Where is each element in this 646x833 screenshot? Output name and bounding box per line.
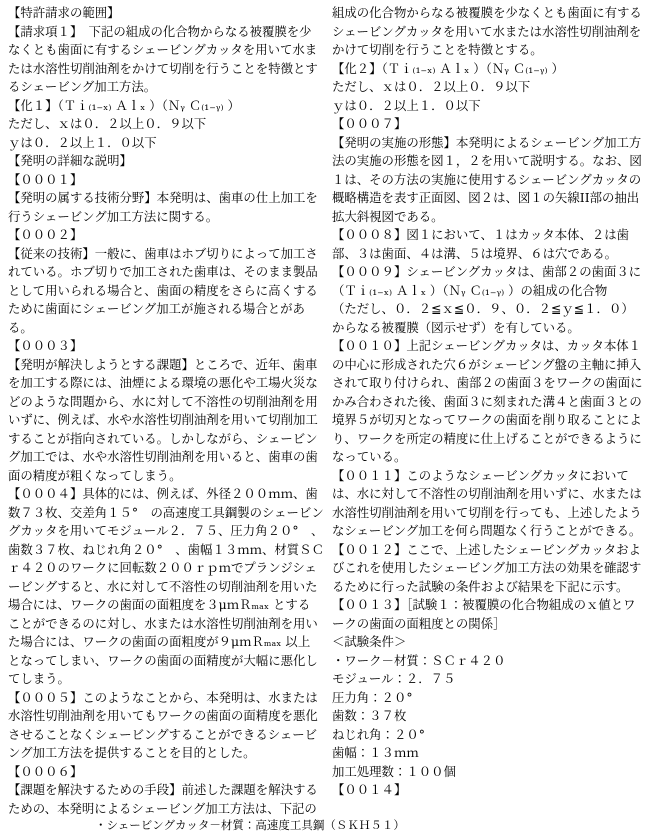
text-line: れている。ホブ切りで加工された歯車は、そのまま製品 — [8, 264, 318, 279]
text-line: 【００１０】上記シェービングカッタは、カッタ本体１ — [332, 338, 642, 353]
text-line: ことができるのに対し、水または水溶性切削油剤を用い — [8, 615, 318, 631]
text-line: なくとも歯面に有するシェービングカッタを用いて水ま — [8, 42, 318, 57]
text-line: ・ワーク－材質：ＳＣｒ４２０ — [332, 652, 506, 668]
text-line: ｒ４２０のワークに回転数２００ｒｐｍでプランジシェ — [8, 560, 317, 575]
text-line: の中心に形成された穴６がシェービング盤の主軸に挿入 — [332, 356, 642, 372]
text-line: 行うシェービング加工方法に関する。 — [8, 208, 219, 224]
text-line: 【０００５】このようなことから、本発明は、水または — [8, 689, 318, 705]
text-line: ング加工方法を提供することを目的とした。 — [8, 745, 256, 760]
text-line: 歯数：３７枚 — [332, 708, 407, 723]
text-line: 【０００８】図１において、１はカッタ本体、２は歯 — [332, 227, 630, 242]
text-line: たは水溶性切削油剤をかけて切削を行うことを特徴とす — [8, 60, 318, 76]
text-line: かけて切削を行うことを特徴とする。 — [332, 42, 543, 57]
text-line: り、ワークを所定の精度に仕上げることができるように — [332, 430, 642, 446]
text-line: 【化１】（Ｔｉ₍₁₋ₓ₎ Ａｌₓ ）（Ｎᵧ Ｃ₍₁₋ᵧ₎ ） — [8, 97, 240, 113]
text-line: モジュール：２．７５ — [332, 671, 456, 686]
text-line: 【００１３】［試験１：被覆膜の化合物組成のｘ値とワ — [332, 597, 636, 612]
text-line: 【課題を解決するための手段】前述した課題を解決する — [8, 782, 318, 797]
text-line: てしまう。 — [8, 671, 70, 686]
text-line: どのような問題から、水に対して不溶性の切削油剤を用 — [8, 393, 318, 409]
text-line: る。 — [8, 319, 33, 335]
text-line: シェービングカッタを用いて水または水溶性切削油剤を — [332, 23, 642, 39]
text-line: グ加工では、水や水溶性切削油剤を用いると、歯車の歯 — [8, 449, 318, 464]
text-line: 組成の化合物からなる被覆膜を少なくとも歯面に有する — [332, 5, 642, 20]
text-line: 部、３は歯面、４は溝、５は境界、６は穴である。 — [332, 245, 617, 261]
text-line: るために行った試験の条件および結果を下記に示す。 — [332, 578, 629, 594]
text-line: されて取り付けられ、歯部２の歯面３をワークの歯面に — [332, 375, 643, 390]
text-line: 【化２】（Ｔｉ₍₁₋ₓ₎ Ａｌₓ ）（Ｎᵧ Ｃ₍₁₋ᵧ₎ ） — [332, 60, 564, 76]
text-line: 拡大斜視図である。 — [332, 208, 444, 224]
text-line: 概略構造を表す正面図、図２は、図１の矢線II部の抽出 — [332, 190, 640, 205]
text-line: ねじれ角：２０° — [332, 726, 425, 742]
text-line: は、水に対して不溶性の切削油剤を用いずに、水または — [332, 486, 642, 501]
text-line: なシェービング加工を何ら問題なく行うことができる。 — [332, 523, 642, 538]
text-line: かみ合わされた後、歯面３に刻まれた溝４と歯面３との — [332, 393, 642, 409]
text-line: からなる被覆膜（図示せず）を有している。 — [332, 319, 580, 335]
right-column — [332, 4, 643, 818]
text-line: ために歯面にシェービング加工が施される場合とがあ — [8, 301, 305, 316]
text-line: 数７３枚、交差角１５° の高速度工具鋼製のシェービン — [8, 504, 324, 520]
text-line: 【００１２】ここで、上述したシェービングカッタおよ — [332, 541, 641, 557]
text-line: として用いられる場合と、歯面の精度をさらに高くする — [8, 282, 318, 298]
text-line: ｙは０．２以上１．０以下 — [332, 97, 481, 113]
text-line: ークの歯面の面粗度との関係］ — [332, 615, 506, 631]
text-line: 【０００１】 — [8, 171, 83, 187]
text-line: 【０００３】 — [8, 338, 83, 353]
text-line: 境界５が切刃となってワークの歯面を削り取ることによ — [332, 412, 642, 427]
text-line: 【０００４】具体的には、例えば、外径２００ｍｍ、歯 — [8, 486, 318, 501]
text-line: るシェービング加工方法。 — [8, 79, 157, 94]
text-line: ｙは０．２以上１．０以下 — [8, 134, 157, 150]
text-line: することが指向されている。しかしながら、シェービン — [8, 430, 318, 446]
text-line: いずに、例えば、水や水溶性切削油剤を用いて切削加工 — [8, 412, 318, 427]
text-line: 加工処理数：１００個 — [332, 763, 456, 779]
text-line: を加工する際には、油煙による環境の悪化や工場火災な — [8, 375, 318, 390]
text-line: １は、その方法の実施に使用するシェービングカッタの — [332, 171, 642, 187]
text-line: 【特許請求の範囲】 — [8, 5, 120, 20]
text-line: 【発明が解決しようとする課題】ところで、近年、歯車 — [8, 356, 318, 372]
text-line: （Ｔｉ₍₁₋ₓ₎ Ａｌₓ ）（Ｎᵧ Ｃ₍₁₋ᵧ₎ ）の組成の化合物 — [332, 282, 608, 298]
text-line: た場合には、ワークの歯面の面粗度が９μｍＲₘₐₓ 以上 — [8, 634, 311, 649]
text-line: 歯幅：１３ｍｍ — [332, 745, 419, 760]
text-line: 【従来の技術】一般に、歯車はホブ切りによって加工さ — [8, 245, 318, 261]
text-line: 面の精度が粗くなってしまう。 — [8, 467, 182, 483]
text-line: （ただし、０．２≦ｘ≦０．９、０．２≦ｙ≦１．０） — [332, 301, 634, 316]
text-line: 歯数３７枚、ねじれ角２０° 、歯幅１３ｍｍ、材質ＳＣ — [8, 541, 324, 557]
text-line: ただし、ｘは０．２以上０．９以下 — [8, 116, 207, 131]
text-line: 水溶性切削油剤を用いてもワークの歯面の面精度を悪化 — [8, 708, 318, 723]
text-line: 水溶性切削油剤を用いて切削を行っても、上述したよう — [332, 504, 642, 520]
text-line: 【発明の実施の形態】本発明によるシェービング加工方 — [332, 134, 642, 150]
text-line: ための、本発明によるシェービング加工方法は、下記の — [8, 800, 317, 816]
text-line: 【００１１】このようなシェービングカッタにおいて — [332, 467, 629, 483]
text-line: 法の実施の形態を図１，２を用いて説明する。なお、図 — [332, 153, 642, 168]
text-line: 場合には、ワークの歯面の面粗度を３μｍＲₘₐₓ とする — [8, 597, 311, 612]
text-line: 圧力角：２０° — [332, 689, 413, 705]
footer-continuation-line: ・シェービングカッタ－材質：高速度工具鋼（ＳＫＨ５１） — [95, 818, 405, 832]
text-line: 【０００９】シェービングカッタは、歯部２の歯面３に — [332, 264, 642, 279]
text-line: びこれを使用したシェービング加工方法の効果を確認す — [332, 560, 642, 575]
text-line: 【請求項１】 下記の組成の化合物からなる被覆膜を少 — [8, 23, 312, 39]
text-line: となってしまい、ワークの歯面の面精度が大幅に悪化し — [8, 652, 318, 668]
text-line: ービングすると、水に対して不溶性の切削油剤を用いた — [8, 578, 318, 594]
text-line: 【０００２】 — [8, 227, 83, 242]
text-line: 【０００６】 — [8, 763, 83, 779]
left-column — [8, 4, 324, 818]
text-line: ＜試験条件＞ — [332, 634, 407, 649]
text-line: 【発明の詳細な説明】 — [8, 153, 132, 168]
text-line: ただし、ｘは０．２以上０．９以下 — [332, 79, 531, 94]
text-line: なっている。 — [332, 449, 407, 464]
text-line: グカッタを用いてモジュール２．７５、圧力角２０° 、 — [8, 523, 324, 538]
text-line: 【０００７】 — [332, 116, 407, 131]
text-line: 【００１４】 — [332, 782, 407, 797]
text-line: させることなくシェービングすることができるシェービ — [8, 726, 318, 742]
text-line: 【発明の属する技術分野】本発明は、歯車の仕上加工を — [8, 190, 318, 205]
